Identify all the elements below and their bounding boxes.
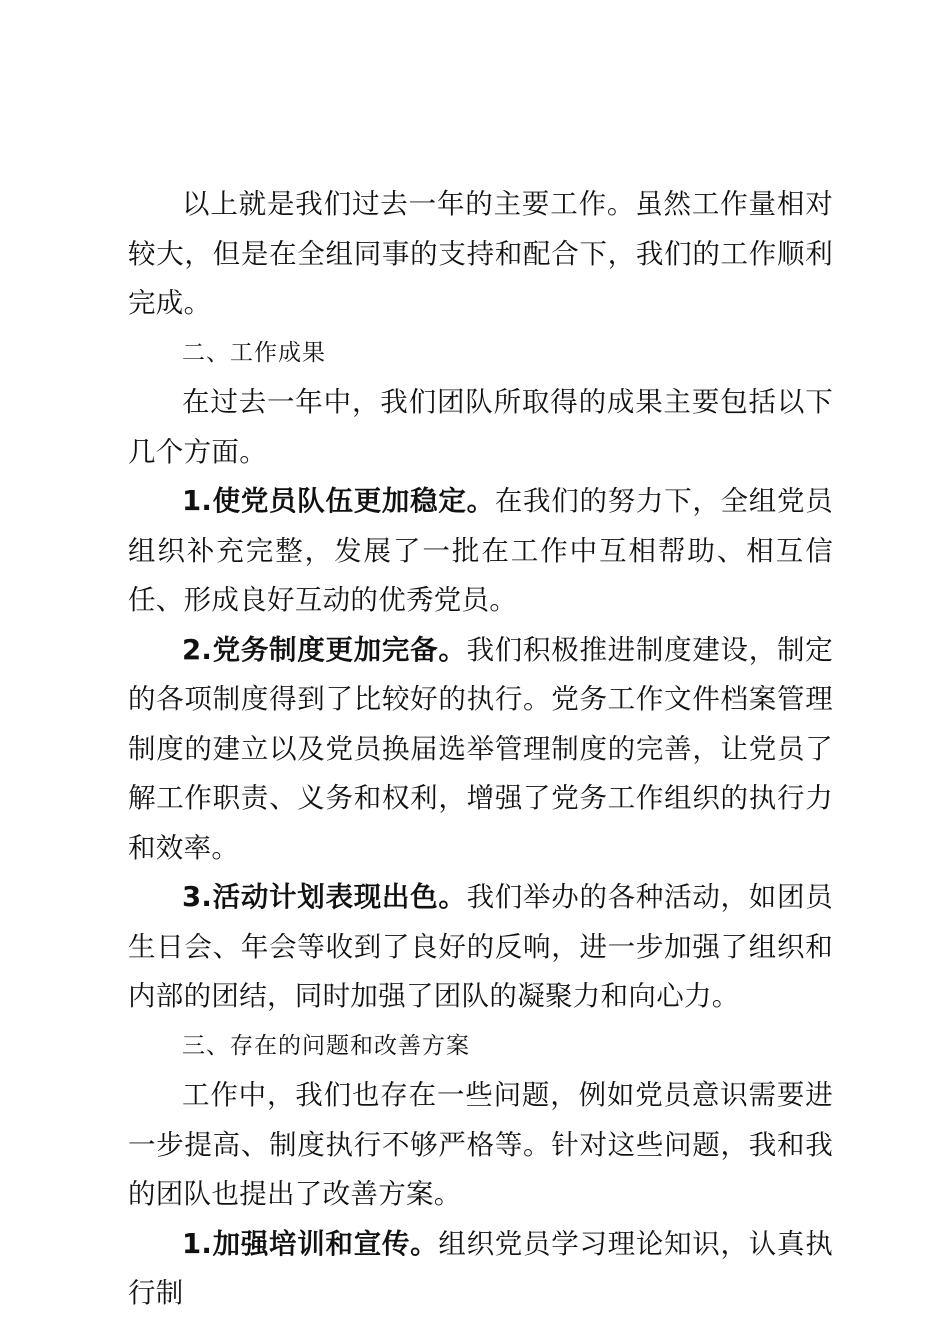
document-page [128, 180, 833, 1319]
section-heading-achievements: 二、工作成果 [182, 339, 326, 366]
achievement-item-1-text: 在我们的努力下，全组党员组织补充完整，发展了一批在工作中互相帮助、相互信任、形成良好互动的优秀党员。 [128, 485, 833, 616]
achievement-item-3-lead: 3.活动计划表现出色。 [182, 881, 467, 913]
achievement-item-2-text: 我们积极推进制度建设，制定的各项制度得到了比较好的执行。党务工作文件档案管理制度的建立以及党员换届选举管理制度的完善，让党员了解工作职责、义务和权利，增强了党务工作组织的执行力和效率。 [128, 633, 833, 864]
improvement-item-1-text: 组织党员学习理论知识，认真执行制 [128, 1227, 833, 1309]
achievement-item-3-text: 我们举办的各种活动，如团员生日会、年会等收到了良好的反响，进一步加强了组织和内部的团结，同时加强了团队的凝聚力和向心力。 [128, 881, 833, 1012]
achievement-item-1 [128, 477, 833, 626]
achievement-item-1-lead: 1.使党员队伍更加稳定。 [182, 485, 495, 517]
achievement-item-2 [128, 626, 833, 874]
improvement-item-1 [128, 1220, 833, 1319]
achievement-item-2-lead: 2.党务制度更加完备。 [182, 633, 467, 666]
achievement-item-3 [128, 873, 833, 1022]
section-heading-problems: 三、存在的问题和改善方案 [182, 1032, 470, 1059]
problems-intro-paragraph: 工作中，我们也存在一些问题，例如党员意识需要进一步提高、制度执行不够严格等。针对这些问题，我和我的团队也提出了改善方案。 [128, 1079, 833, 1210]
improvement-item-1-lead: 1.加强培训和宣传。 [182, 1227, 439, 1260]
summary-paragraph: 以上就是我们过去一年的主要工作。虽然工作量相对较大，但是在全组同事的支持和配合下，我们的工作顺利完成。 [128, 188, 833, 319]
achievements-intro-paragraph: 在过去一年中，我们团队所取得的成果主要包括以下几个方面。 [128, 386, 833, 468]
